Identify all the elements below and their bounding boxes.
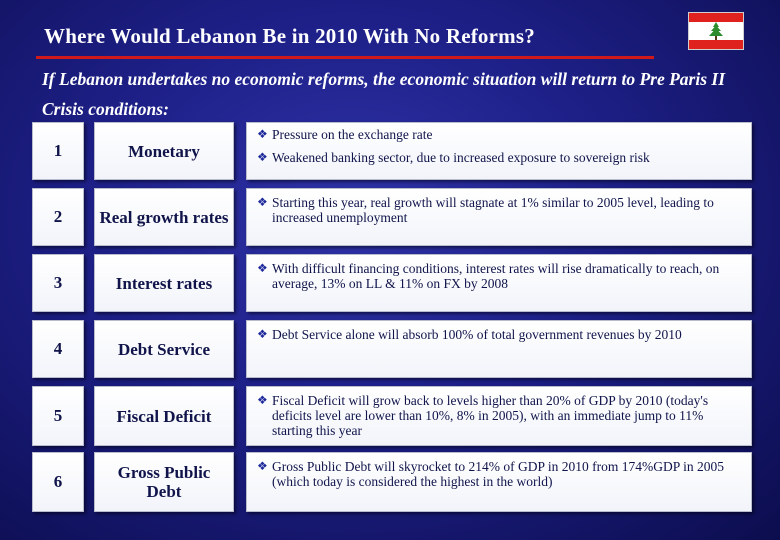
row-label: Debt Service [94,320,234,378]
row-description [246,452,752,512]
row-label: Interest rates [94,254,234,312]
table-row [32,452,752,512]
row-number: 4 [32,320,84,378]
row-number: 1 [32,122,84,180]
diamond-bullet-icon: ❖ [257,327,268,341]
bullet-text: Debt Service alone will absorb 100% of total government revenues by 2010 [272,327,682,342]
row-description [246,122,752,180]
table-row [32,188,752,246]
diamond-bullet-icon: ❖ [257,261,268,275]
bullet-text: With difficult financing conditions, interest rates will rise dramatically to reach, on average, 13% on LL & 11% on FX by 2008 [272,261,720,291]
page-title: Where Would Lebanon Be in 2010 With No Reforms? [44,24,535,48]
diamond-bullet-icon: ❖ [257,195,268,209]
table-row [32,386,752,446]
row-label: Gross Public Debt [94,452,234,512]
cedar-icon [706,21,726,41]
bullet-text: Weakened banking sector, due to increased exposure to sovereign risk [272,150,650,165]
bullet-item [257,327,743,342]
lebanon-flag-icon [688,12,744,50]
subtitle: If Lebanon undertakes no economic reforms, the economic situation will return to Pre Paris II Crisis conditions: [42,69,726,119]
row-number: 5 [32,386,84,446]
flag-stripe-bottom [689,40,743,49]
table-row [32,254,752,312]
diamond-bullet-icon: ❖ [257,127,268,141]
row-number: 6 [32,452,84,512]
row-number: 3 [32,254,84,312]
row-description [246,254,752,312]
bullet-text: Gross Public Debt will skyrocket to 214% of GDP in 2010 from 174%GDP in 2005 (which today is considered the highest in the world) [272,459,724,489]
row-description [246,386,752,446]
diamond-bullet-icon: ❖ [257,393,268,407]
title-bar [36,10,654,59]
diamond-bullet-icon: ❖ [257,459,268,473]
bullet-item [257,261,743,291]
bullet-text: Starting this year, real growth will stagnate at 1% similar to 2005 level, leading to increased unemployment [272,195,714,225]
row-number: 2 [32,188,84,246]
bullet-text: Fiscal Deficit will grow back to levels higher than 20% of GDP by 2010 (today's deficits level are lower than 10%, 8% in 2005), with an immediate jump to 11% starting this year [272,393,709,438]
bullet-item [257,459,743,489]
bullet-item [257,127,743,142]
row-label: Monetary [94,122,234,180]
bullet-text: Pressure on the exchange rate [272,127,433,142]
bullet-item [257,150,743,165]
table-row [32,320,752,378]
row-label: Fiscal Deficit [94,386,234,446]
row-label: Real growth rates [94,188,234,246]
bullet-item [257,195,743,225]
row-description [246,188,752,246]
diamond-bullet-icon: ❖ [257,150,268,164]
table-row [32,122,752,180]
bullet-item [257,393,743,438]
row-description [246,320,752,378]
